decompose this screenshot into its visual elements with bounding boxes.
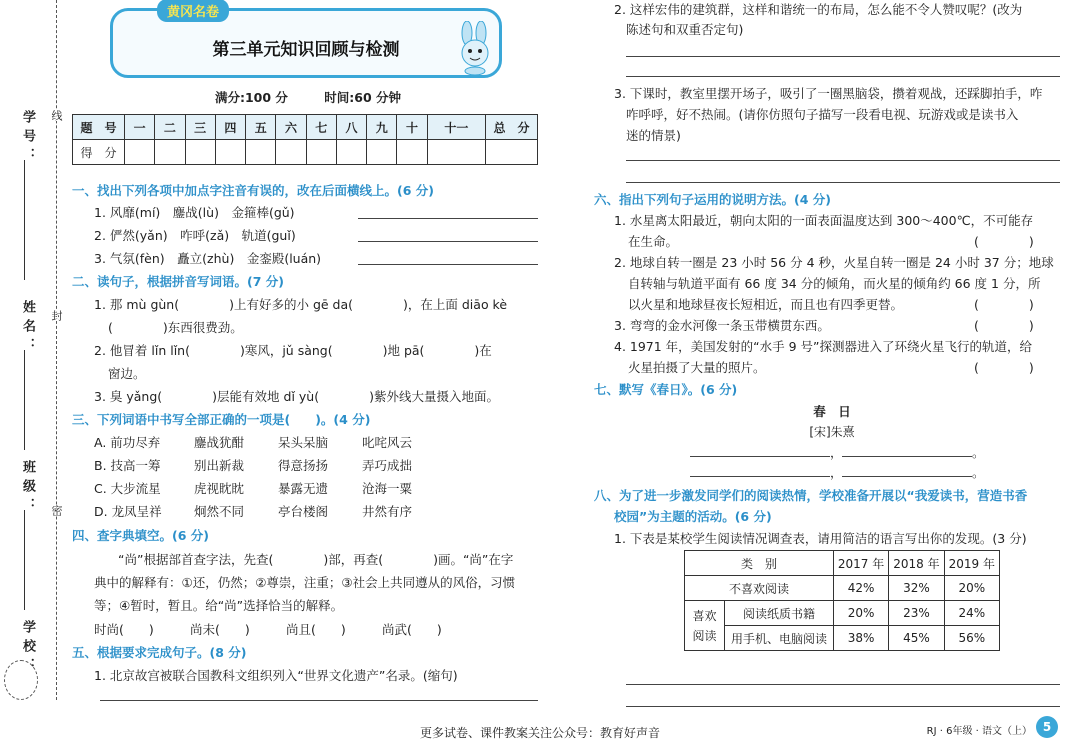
s2-line-3: 2. 他冒着 lǐn lǐn( )寒风，jǔ sàng( )地 pā( )在 (94, 343, 492, 358)
q2-line-2: 陈述句和双重否定句) (626, 22, 744, 37)
s3-option-word: 亭台楼阁 (278, 504, 329, 519)
score-input-cell[interactable] (367, 140, 397, 165)
survey-head-2018: 2018 年 (889, 551, 944, 576)
s6-line-5: 以火星和地球昼夜长短相近，而且也有四季更替。 (628, 297, 904, 312)
s3-option[interactable]: D. 龙凤呈祥 (94, 504, 162, 519)
score-input-cell[interactable] (306, 140, 336, 165)
page-title: 第三单元知识回顾与检测 (212, 40, 400, 60)
score-header-cell: 四 (215, 115, 245, 140)
s6-answer-3[interactable]: ( ) (974, 318, 1034, 333)
student-id-label: 学号： (20, 110, 35, 167)
score-header-cell: 六 (276, 115, 306, 140)
score-header-cell: 五 (246, 115, 276, 140)
survey-cell: 23% (889, 601, 944, 626)
section-5-title: 五、根据要求完成句子。(8 分) (72, 645, 247, 660)
s1-answer-2[interactable] (358, 241, 538, 242)
poem-period-1: 。 (972, 445, 985, 460)
survey-cell: 38% (833, 626, 888, 651)
section-1-title: 一、找出下列各项中加点字注音有误的，改在后面横线上。(6 分) (72, 183, 434, 198)
survey-head-category: 类 别 (685, 551, 834, 576)
name-line[interactable] (24, 350, 25, 450)
s2-line-5: 3. 臭 yǎng( )层能有效地 dǐ yù( )紫外线大量摄入地面。 (94, 389, 499, 404)
s6-answer-1[interactable]: ( ) (974, 234, 1034, 249)
score-input-cell[interactable] (486, 140, 538, 165)
score-header-cell: 七 (306, 115, 336, 140)
score-input-cell[interactable] (125, 140, 155, 165)
survey-cell: 24% (944, 601, 999, 626)
s8-answer-2[interactable] (626, 706, 1060, 707)
s6-line-2: 在生命。 (628, 234, 679, 249)
poem-comma-1: ， (830, 445, 843, 460)
survey-cell: 42% (833, 576, 888, 601)
class-label: 班级： (20, 460, 35, 517)
s1-item-2: 2. 俨然(yǎn) 咋呼(zǎ) 轨道(guǐ) (94, 228, 296, 243)
survey-row-digital-label: 用手机、电脑阅读 (725, 626, 834, 651)
score-input-cell[interactable] (276, 140, 306, 165)
rabbit-mascot-icon (453, 21, 497, 75)
s2-line-1: 1. 那 mù gùn( )上有好多的小 gē da( )，在上面 diāo kè (94, 297, 508, 312)
s1-answer-1[interactable] (358, 218, 538, 219)
title-banner (110, 5, 502, 78)
s3-option-word: 沧海一粟 (362, 481, 413, 496)
s6-line-3: 2. 地球自转一圈是 23 小时 56 分 4 秒，火星自转一圈是 24 小时 37 分；地球 (614, 255, 1054, 270)
section-3-title: 三、下列词语中书写全部正确的一项是( )。(4 分) (72, 412, 371, 427)
s3-option-word: 叱咤风云 (362, 435, 413, 450)
s2-line-2: ( )东西很费劲。 (108, 320, 243, 335)
score-row-label: 得 分 (73, 140, 125, 165)
s6-line-7: 4. 1971 年，美国发射的“水手 9 号”探测器进入了环绕火星飞行的轨道，给 (614, 339, 1033, 354)
section-8-title-2: 校园”为主题的活动。(6 分) (614, 509, 772, 524)
q3-answer-1[interactable] (626, 160, 1060, 161)
s3-option-word: 别出新裁 (194, 458, 245, 473)
s3-option[interactable]: A. 前功尽弃 (94, 435, 161, 450)
score-header-cell: 二 (155, 115, 185, 140)
s3-option[interactable]: C. 大步流星 (94, 481, 161, 496)
score-input-cell[interactable] (336, 140, 366, 165)
brand-logo: 黄冈名卷 (157, 0, 229, 22)
score-header-cell: 三 (185, 115, 215, 140)
section-6-title: 六、指出下列句子运用的说明方法。(4 分) (594, 192, 831, 207)
right-column (594, 0, 1070, 747)
s4-blank-3[interactable]: 尚且( ) (286, 622, 346, 637)
survey-cell: 20% (833, 601, 888, 626)
survey-head-2017: 2017 年 (833, 551, 888, 576)
s3-option-word: 炯然不同 (194, 504, 245, 519)
s8-answer-1[interactable] (626, 684, 1060, 685)
reading-survey-table (684, 550, 1000, 651)
poem-title: 春 日 (813, 404, 851, 419)
footer-text: 更多试卷、课件教案关注公众号：教育好声音 (419, 726, 660, 740)
score-input-cell[interactable] (215, 140, 245, 165)
s3-option-word: 呆头呆脑 (278, 435, 329, 450)
poem-line-1a[interactable] (690, 456, 830, 457)
name-label: 姓名： (20, 300, 35, 357)
cut-line (56, 0, 57, 700)
school-label: 学校： (20, 620, 35, 677)
s3-option[interactable]: B. 技高一筹 (94, 458, 161, 473)
poem-author: [宋]朱熹 (809, 425, 855, 439)
q3-line-1: 3. 下课时，教室里摆开场子，吸引了一圈黑脑袋，攒着观战，还踩脚拍手，咋 (614, 86, 1043, 101)
q3-line-2: 咋呼呼，好不热闹。(请你仿照句子描写一段看电视、玩游戏或是读书入 (626, 107, 1019, 122)
s4-line-2: 典中的解释有：①还，仍然；②尊崇，注重；③社会上共同遵从的风俗，习惯 (94, 575, 516, 590)
poem-line-1b[interactable] (842, 456, 972, 457)
s6-line-1: 1. 水星离太阳最近，朝向太阳的一面表面温度达到 300～400℃，不可能存 (614, 213, 1034, 228)
survey-group-like: 喜欢阅读 (685, 601, 725, 651)
s4-blank-4[interactable]: 尚武( ) (382, 622, 442, 637)
score-header-cell: 总 分 (486, 115, 538, 140)
s3-option-word: 虎视眈眈 (194, 481, 245, 496)
exam-time: 时间:60 分钟 (324, 90, 402, 105)
bind-word-xian: 线 (50, 110, 63, 121)
q2-line-1: 2. 这样宏伟的建筑群，这样和谐统一的布局，怎么能不令人赞叹呢？(改为 (614, 2, 1023, 17)
survey-cell: 32% (889, 576, 944, 601)
left-column (72, 0, 544, 747)
poem-line-2a[interactable] (690, 476, 830, 477)
s6-line-6: 3. 弯弯的金水河像一条玉带横贯东西。 (614, 318, 830, 333)
poem-comma-2: ， (830, 465, 843, 480)
s8-question-1: 1. 下表是某校学生阅读情况调查表，请用简洁的语言写出你的发现。(3 分) (614, 531, 1027, 546)
section-2-title: 二、读句子，根据拼音写词语。(7 分) (72, 274, 284, 289)
s5-answer-1[interactable] (100, 700, 538, 701)
q2-answer-2[interactable] (626, 76, 1060, 77)
q3-line-3: 迷的情景) (626, 128, 681, 143)
section-8-title-1: 八、为了进一步激发同学们的阅读热情，学校准备开展以“我爱读书，营造书香 (594, 488, 1028, 503)
s4-blank-1[interactable]: 时尚( ) (94, 622, 154, 637)
s4-blank-2[interactable]: 尚未( ) (190, 622, 250, 637)
s1-item-3: 3. 气氛(fèn) 矗立(zhù) 金銮殿(luán) (94, 251, 322, 266)
s5-item-1: 1. 北京故宫被联合国教科文组织列入“世界文化遗产”名录。(缩句) (94, 668, 458, 683)
s3-option-word: 井然有序 (362, 504, 413, 519)
s6-answer-4[interactable]: ( ) (974, 360, 1034, 375)
s1-item-1: 1. 风靡(mí) 鏖战(lù) 金箍棒(gǔ) (94, 205, 295, 220)
class-line[interactable] (24, 510, 25, 610)
q2-answer-1[interactable] (626, 56, 1060, 57)
score-header-cell: 一 (125, 115, 155, 140)
survey-cell: 45% (889, 626, 944, 651)
score-input-cell[interactable] (155, 140, 185, 165)
bind-word-mi: 密 (50, 505, 63, 516)
s3-option-word: 暴露无遗 (278, 481, 329, 496)
survey-row-paper-label: 阅读纸质书籍 (725, 601, 834, 626)
s4-line-1: “尚”根据部首查字法，先查( )部，再查( )画。“尚”在字 (118, 552, 514, 567)
page-number: 5 (1036, 716, 1058, 738)
score-header-cell: 题 号 (73, 115, 125, 140)
page-info: RJ · 6年级 · 语文（上） (926, 726, 1032, 737)
s4-line-3: 等；④暂时，暂且。给“尚”选择恰当的解释。 (94, 598, 344, 613)
score-input-cell[interactable] (397, 140, 427, 165)
survey-row-dislike-label: 不喜欢阅读 (685, 576, 834, 601)
q3-answer-2[interactable] (626, 182, 1060, 183)
survey-cell: 20% (944, 576, 999, 601)
bind-word-feng: 封 (50, 310, 63, 321)
section-7-title: 七、默写《春日》。(6 分) (594, 382, 738, 397)
survey-cell: 56% (944, 626, 999, 651)
s3-option-word: 得意扬扬 (278, 458, 329, 473)
score-header-cell: 九 (367, 115, 397, 140)
s2-line-4: 窗边。 (108, 366, 146, 381)
student-id-line[interactable] (24, 160, 25, 280)
binding-margin (0, 0, 68, 747)
poem-period-2: 。 (972, 465, 985, 480)
s6-line-8: 火星拍摄了大量的照片。 (628, 360, 766, 375)
score-input-cell[interactable] (246, 140, 276, 165)
full-score: 满分:100 分 (214, 90, 288, 105)
score-input-cell[interactable] (427, 140, 485, 165)
mascot-decoration (4, 660, 38, 700)
s3-option-word: 鏖战犹酣 (194, 435, 245, 450)
score-header-cell: 八 (336, 115, 366, 140)
score-header-cell: 十一 (427, 115, 485, 140)
s6-answer-2[interactable]: ( ) (974, 297, 1034, 312)
survey-head-2019: 2019 年 (944, 551, 999, 576)
score-header-cell: 十 (397, 115, 427, 140)
score-table (72, 114, 538, 165)
s1-answer-3[interactable] (358, 264, 538, 265)
section-4-title: 四、查字典填空。(6 分) (72, 528, 209, 543)
s3-option-word: 弄巧成拙 (362, 458, 413, 473)
exam-meta (72, 88, 544, 106)
score-input-cell[interactable] (185, 140, 215, 165)
poem-line-2b[interactable] (842, 476, 972, 477)
s6-line-4: 自转轴与轨道平面有 66 度 34 分的倾角，而火星的倾角约 66 度 1 分，所 (628, 276, 1041, 291)
